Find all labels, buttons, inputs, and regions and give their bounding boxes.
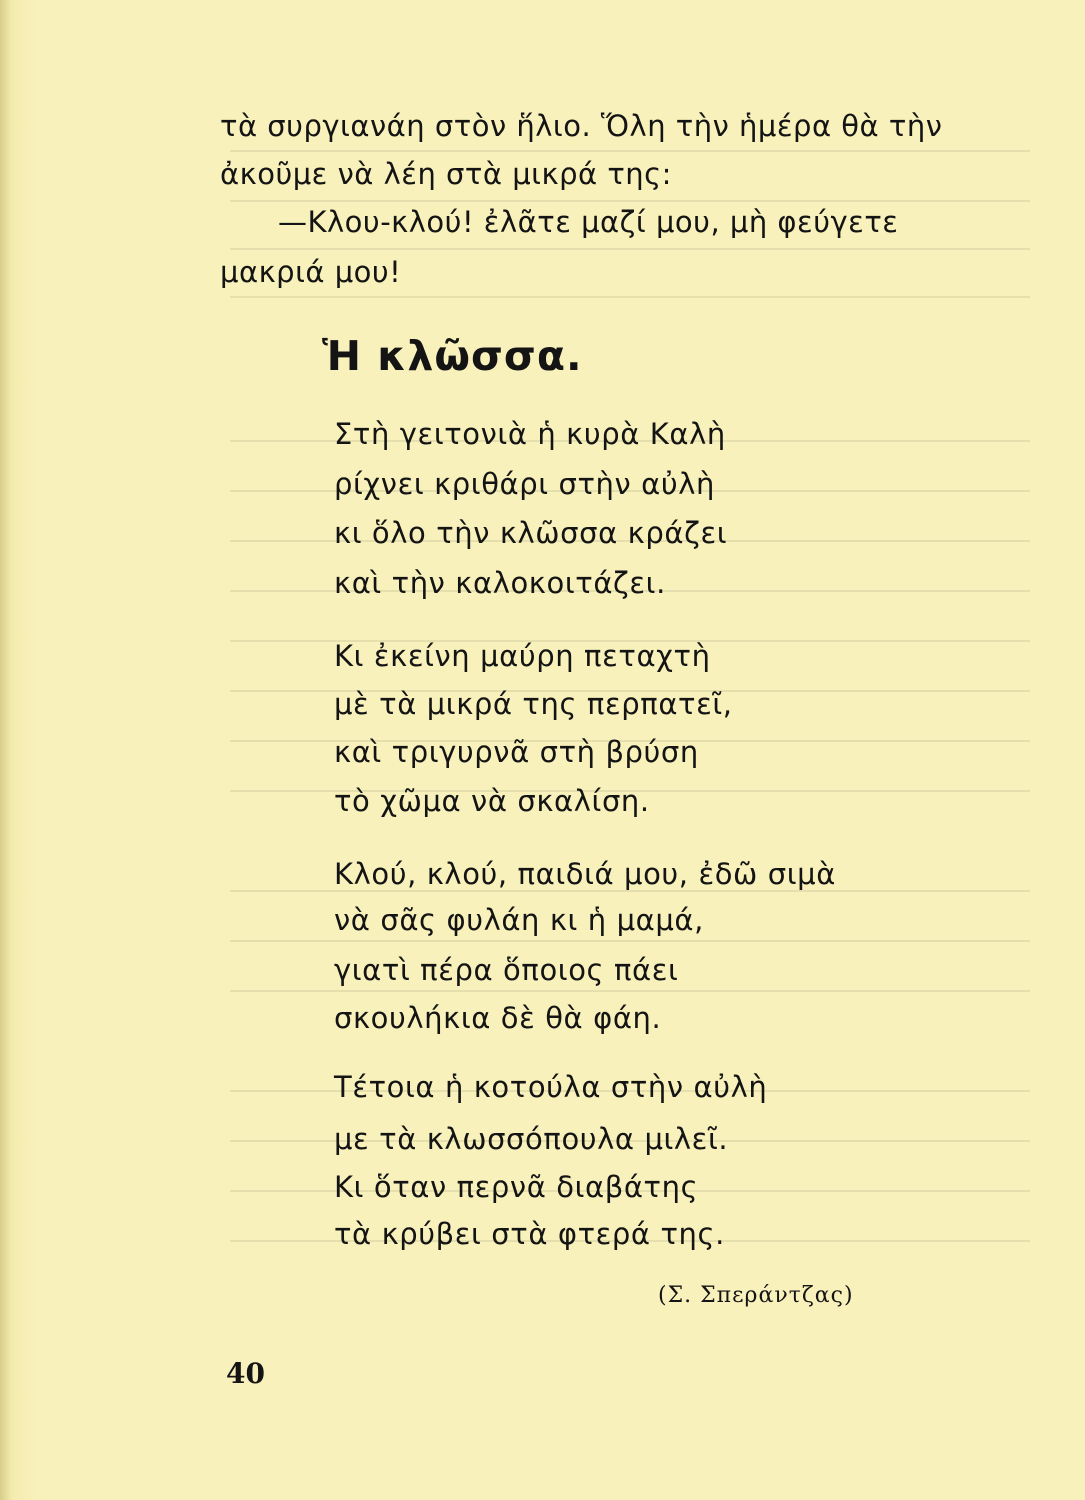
verse-line: σκουλήκια δὲ θὰ φάη. [334,1001,662,1035]
poem-title: Ἡ κλῶσσα. [322,332,583,380]
verse-line: Κι ὅταν περνᾶ διαβάτης [334,1170,699,1204]
prose-line-4: μακριά μου! [220,255,402,289]
page-number: 40 [226,1357,265,1390]
verse-line: με τὰ κλωσσόπουλα μιλεῖ. [334,1122,729,1156]
verse-line: μὲ τὰ μικρά της περπατεῖ, [334,687,733,721]
page-binding-edge [0,0,10,1500]
verse-line: καὶ τὴν καλοκοιτάζει. [334,566,666,600]
verse-line: ρίχνει κριθάρι στὴν αὐλὴ [334,467,715,501]
verse-line: Κι ἐκείνη μαύρη πεταχτὴ [334,639,711,673]
verse-line: τὰ κρύβει στὰ φτερά της. [334,1217,725,1251]
verse-line: Στὴ γειτονιὰ ἡ κυρὰ Καλὴ [334,417,726,451]
verse-line: νὰ σᾶς φυλάη κι ἡ μαμά, [334,903,704,937]
verse-line: Κλού, κλού, παιδιά μου, ἐδῶ σιμὰ [334,857,836,891]
verse-line: κι ὅλο τὴν κλῶσσα κράζει [334,516,728,550]
verse-line: Τέτοια ἡ κοτούλα στὴν αὐλὴ [334,1070,768,1104]
poem-attribution: (Σ. Σπεράντζας) [658,1283,854,1308]
prose-line-1: τὰ συργιανάη στὸν ἥλιο. Ὅλη τὴν ἡμέρα θὰ τὴν [220,109,943,143]
prose-line-3: —Κλου-κλού! ἐλᾶτε μαζί μου, μὴ φεύγετε [278,205,899,239]
prose-line-2: ἀκοῦμε νὰ λέη στὰ μικρά της: [220,157,672,191]
verse-line: καὶ τριγυρνᾶ στὴ βρύση [334,735,699,769]
verse-line: τὸ χῶμα νὰ σκαλίση. [334,784,650,818]
verse-line: γιατὶ πέρα ὅποιος πάει [334,953,679,987]
